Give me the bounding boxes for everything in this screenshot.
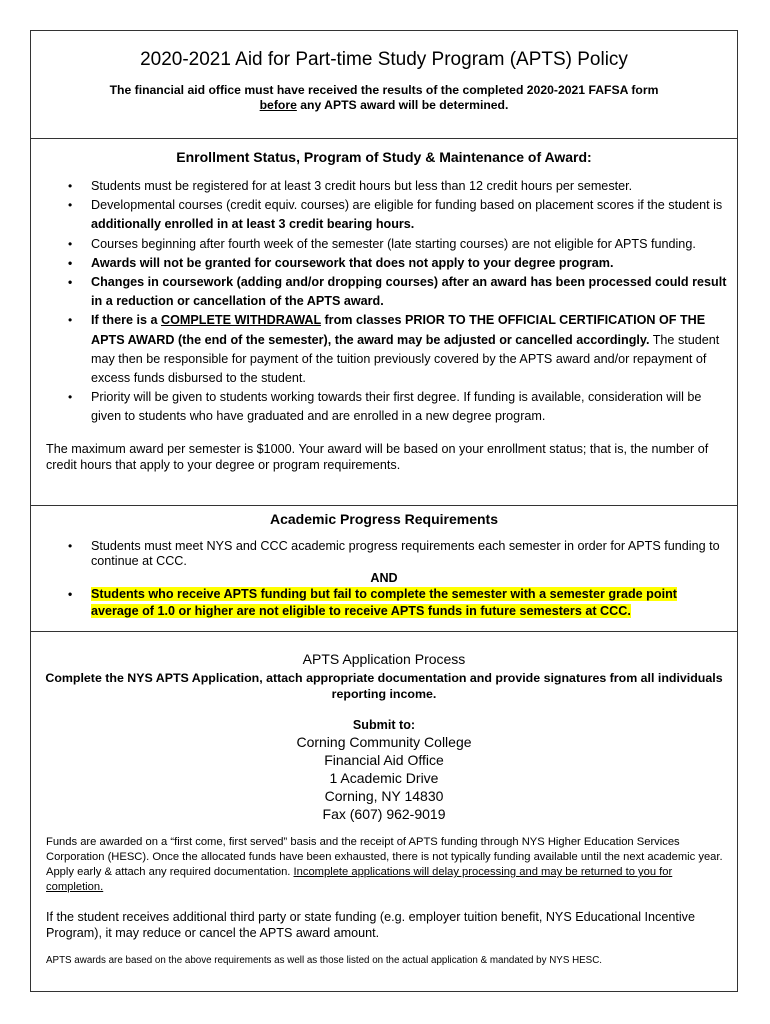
list-item: [31, 586, 737, 620]
and-label: AND: [370, 571, 398, 585]
academic-section: [31, 511, 737, 620]
list-item: [31, 254, 737, 273]
address-line: Fax (607) 962-9019: [322, 806, 446, 822]
funds-warning: Incomplete applications will delay processing and may be returned to you for completion.: [46, 866, 673, 893]
enrollment-list: [31, 177, 737, 427]
address-line: Corning, NY 14830: [324, 788, 444, 804]
bullet-text: Courses beginning after fourth week of the semester (late starting courses) are not eligible for APTS funding.: [91, 236, 696, 251]
bullet-text: Students must meet NYS and CCC academic progress requirements each semester in order for APTS funding to continue at CCC.: [91, 539, 720, 568]
application-instructions: Complete the NYS APTS Application, attach appropriate documentation and provide signatures from all individuals reporting income.: [45, 671, 723, 701]
bullet-bold: If there is a: [91, 313, 161, 328]
funds-paragraph: [46, 835, 725, 895]
divider-2: [31, 505, 737, 506]
funds-text: Funds are awarded on a “first come, first served” basis and the receipt of APTS funding through NYS Higher Education Services Corporation (HESC). Once the allocated funds have been exhausted, there is not typically funding available until the next academic year. Apply early & attach any required documentation.: [46, 836, 723, 878]
academic-list: [31, 539, 737, 569]
list-item: [31, 177, 737, 196]
header-section: [31, 31, 737, 113]
bullet-text: Changes in coursework (adding and/or dropping courses) after an award has been processed could result in a reduction or cancellation of the APTS award.: [91, 275, 727, 309]
academic-list-2: [31, 586, 737, 620]
policy-frame: [30, 30, 738, 992]
fafsa-notice-before: before: [259, 98, 297, 112]
highlighted-requirement: Students who receive APTS funding but fail to complete the semester with a semester grade point average of 1.0 or higher are not eligible to receive APTS funds in future semesters at CCC.: [91, 587, 677, 618]
divider-1: [31, 138, 737, 139]
fafsa-notice: [61, 83, 707, 113]
page-title: 2020-2021 Aid for Part-time Study Program (APTS) Policy: [140, 49, 628, 70]
bullet-text: Priority will be given to students working towards their first degree. If funding is available, consideration will be given to students who have graduated and are enrolled in a new degree program.: [91, 390, 702, 424]
bullet-bold: from classes PRIOR TO THE OFFICIAL CERTIFICATION OF THE APTS AWARD (the end of the semester), the award may be adjusted or cancelled accordingly.: [91, 313, 706, 347]
list-item: [31, 273, 737, 311]
list-item: [31, 235, 737, 254]
bullet-bold: additionally enrolled in at least 3 credit bearing hours.: [91, 217, 415, 232]
bullet-text: Developmental courses (credit equiv. courses) are eligible for funding based on placement scores if the student is: [91, 198, 723, 213]
fafsa-notice-part1: The financial aid office must have received the results of the completed 2020-2021 FAFSA form: [109, 83, 659, 97]
bullet-underline: COMPLETE WITHDRAWAL: [161, 313, 321, 328]
list-item: [31, 388, 737, 426]
bullet-text: Awards will not be granted for coursework that does not apply to your degree program.: [91, 255, 614, 270]
list-item: [31, 196, 737, 234]
max-award-paragraph: The maximum award per semester is $1000. Your award will be based on your enrollment status; that is, the number of credit hours that apply to your degree or program requirements.: [46, 441, 709, 472]
third-party-paragraph: If the student receives additional third party or state funding (e.g. employer tuition benefit, NYS Educational Incentive Program), it may reduce or cancel the APTS award amount.: [46, 910, 695, 940]
application-section: [31, 651, 737, 967]
submit-to-label: Submit to:: [352, 718, 416, 732]
enrollment-section: [31, 149, 737, 473]
fafsa-notice-part2: any APTS award will be determined.: [296, 98, 509, 112]
address-line: Financial Aid Office: [324, 752, 444, 768]
address-line: Corning Community College: [296, 734, 472, 750]
footer-note: APTS awards are based on the above requirements as well as those listed on the actual application & mandated by NYS HESC.: [46, 955, 603, 966]
divider-3: [31, 631, 737, 632]
bullet-text: The student may then be responsible for payment of the tuition previously covered by the APTS award and/or repayment of excess funds disbursed to the student.: [91, 332, 720, 386]
application-heading: APTS Application Process: [302, 651, 466, 667]
mailing-address: [31, 733, 737, 823]
list-item: [31, 539, 737, 569]
enrollment-heading: Enrollment Status, Program of Study & Maintenance of Award:: [176, 149, 592, 165]
bullet-text: Students must be registered for at least 3 credit hours but less than 12 credit hours per semester.: [91, 179, 633, 193]
list-item: [31, 311, 737, 388]
academic-heading: Academic Progress Requirements: [270, 511, 498, 527]
address-line: 1 Academic Drive: [329, 770, 439, 786]
